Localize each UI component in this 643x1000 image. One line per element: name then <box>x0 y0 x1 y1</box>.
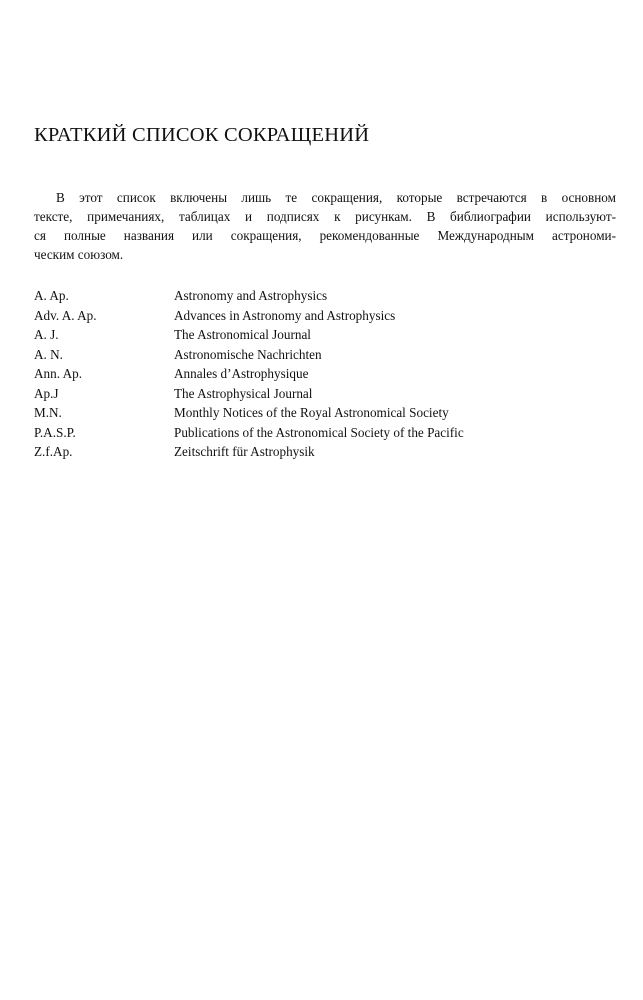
abbreviation-row <box>34 384 614 404</box>
page-title: КРАТКИЙ СПИСОК СОКРАЩЕНИЙ <box>34 124 370 146</box>
abbreviation-row <box>34 286 614 306</box>
abbreviation-full-name: Astronomy and Astrophysics <box>174 288 328 303</box>
abbreviation-key: Ann. Ap. <box>34 366 82 381</box>
abbreviation-list <box>34 286 614 462</box>
intro-line: В этот список включены лишь те сокращения, которые встречаются в основном <box>56 190 616 205</box>
abbreviation-key: Adv. A. Ap. <box>34 307 97 323</box>
abbreviation-key: A. J. <box>34 327 59 342</box>
abbreviation-key: M.N. <box>34 405 62 420</box>
abbreviation-row <box>34 306 614 326</box>
abbreviation-full-name: Publications of the Astronomical Society of the Pacific <box>174 424 464 440</box>
intro-line: тексте, примечаниях, таблицах и подписях к рисункам. В библиографии используют- <box>34 209 616 224</box>
abbreviation-row <box>34 364 614 384</box>
abbreviation-full-name: Advances in Astronomy and Astrophysics <box>174 307 396 323</box>
abbreviation-full-name: The Astronomical Journal <box>174 327 311 342</box>
abbreviation-full-name: The Astrophysical Journal <box>174 385 313 401</box>
abbreviation-row <box>34 403 614 423</box>
abbreviation-key: Ap.J <box>34 385 59 401</box>
abbreviation-row <box>34 423 614 443</box>
abbreviation-key: A. N. <box>34 346 63 362</box>
abbreviation-full-name: Annales d’Astrophysique <box>174 366 309 381</box>
abbreviation-full-name: Zeitschrift für Astrophysik <box>174 444 315 459</box>
abbreviation-full-name: Monthly Notices of the Royal Astronomical Society <box>174 405 449 420</box>
intro-line: ся полные названия или сокращения, рекомендованные Международным астрономи- <box>34 228 616 243</box>
abbreviation-row <box>34 325 614 345</box>
abbreviation-row <box>34 442 614 462</box>
abbreviation-key: P.A.S.P. <box>34 424 76 440</box>
abbreviation-key: Z.f.Ap. <box>34 444 73 459</box>
abbreviation-key: A. Ap. <box>34 288 69 303</box>
intro-line: ческим союзом. <box>34 247 124 262</box>
abbreviation-full-name: Astronomische Nachrichten <box>174 346 322 362</box>
abbreviation-row <box>34 345 614 365</box>
intro-paragraph <box>34 188 616 264</box>
